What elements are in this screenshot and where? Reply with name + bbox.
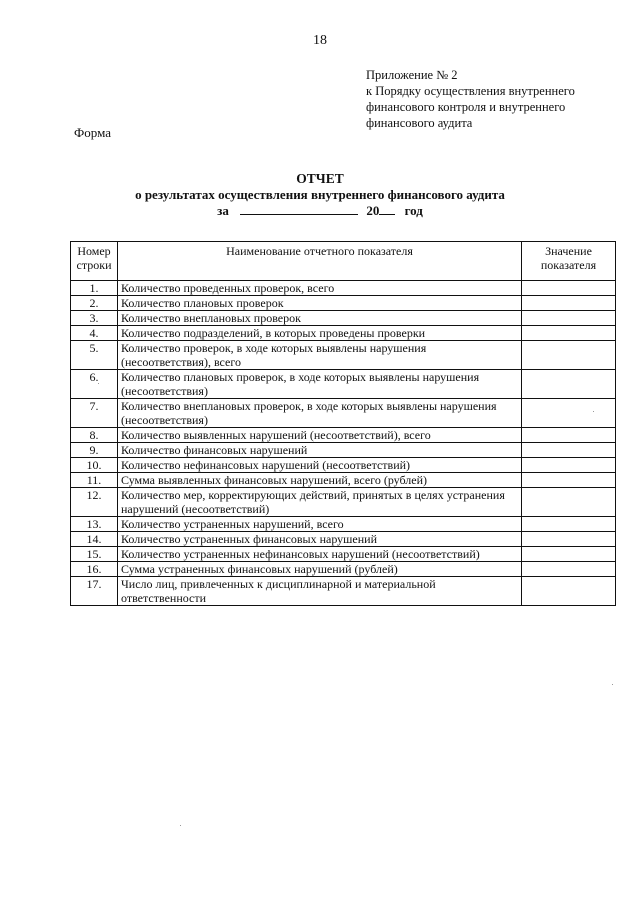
table-row [71,473,616,488]
table-row [71,577,616,606]
scan-speck [98,383,99,384]
row-number-cell: 12. [71,488,118,517]
appendix-line: финансового контроля и внутреннего [366,100,566,114]
row-number-cell: 17. [71,577,118,606]
indicator-value-cell[interactable] [522,458,616,473]
indicator-value-cell[interactable] [522,311,616,326]
row-number-cell: 10. [71,458,118,473]
indicator-name-cell: Сумма выявленных финансовых нарушений, всего (рублей) [118,473,522,488]
indicator-value-cell[interactable] [522,428,616,443]
indicator-value-cell[interactable] [522,547,616,562]
row-number-cell: 4. [71,326,118,341]
appendix-reference [366,67,606,131]
indicator-value-cell[interactable] [522,577,616,606]
indicator-value-cell[interactable] [522,341,616,370]
scan-speck [180,825,181,826]
indicator-value-cell[interactable] [522,517,616,532]
indicator-value-cell[interactable] [522,488,616,517]
indicator-value-cell[interactable] [522,296,616,311]
row-number-cell: 14. [71,532,118,547]
row-number-cell: 16. [71,562,118,577]
indicator-name-cell: Количество внеплановых проверок, в ходе которых выявлены нарушения (несоответствия) [118,399,522,428]
table-row [71,428,616,443]
indicator-value-cell[interactable] [522,370,616,399]
table-row [71,296,616,311]
row-number-cell: 5. [71,341,118,370]
indicator-name-cell: Количество плановых проверок [118,296,522,311]
table-row [71,311,616,326]
indicator-value-cell[interactable] [522,443,616,458]
period-blank [240,203,358,215]
report-table [70,241,616,606]
row-number-cell: 7. [71,399,118,428]
scan-speck [612,684,613,685]
indicator-name-cell: Количество устраненных нарушений, всего [118,517,522,532]
table-row [71,517,616,532]
table-row [71,547,616,562]
table-row [71,399,616,428]
period-suffix: год [404,203,423,218]
table-row [71,370,616,399]
indicator-name-cell: Количество мер, корректирующих действий, принятых в целях устранения нарушений (несоответствий) [118,488,522,517]
table-row [71,488,616,517]
row-number-cell: 8. [71,428,118,443]
indicator-name-cell: Количество выявленных нарушений (несоответствий), всего [118,428,522,443]
period-prefix: за [217,203,229,218]
period-year: 20 [366,203,380,218]
indicator-name-cell: Количество нефинансовых нарушений (несоответствий) [118,458,522,473]
indicator-name-cell: Количество устраненных финансовых нарушений [118,532,522,547]
header-indicator-name: Наименование отчетного показателя [118,242,522,281]
row-number-cell: 1. [71,281,118,296]
row-number-cell: 2. [71,296,118,311]
indicator-value-cell[interactable] [522,532,616,547]
row-number-cell: 6. [71,370,118,399]
appendix-line: Приложение № 2 [366,68,458,82]
year-blank [379,203,395,215]
indicator-value-cell[interactable] [522,281,616,296]
indicator-name-cell: Количество устраненных нефинансовых нарушений (несоответствий) [118,547,522,562]
header-row-number: Номер строки [71,242,118,281]
header-indicator-value: Значение показателя [522,242,616,281]
table-row [71,562,616,577]
indicator-value-cell[interactable] [522,562,616,577]
report-subheading: о результатах осуществления внутреннего финансового аудита [135,187,505,202]
indicator-name-cell: Сумма устраненных финансовых нарушений (рублей) [118,562,522,577]
page-number: 18 [313,33,327,48]
indicator-name-cell: Количество проверок, в ходе которых выявлены нарушения (несоответствия), всего [118,341,522,370]
row-number-cell: 9. [71,443,118,458]
indicator-name-cell: Количество подразделений, в которых проведены проверки [118,326,522,341]
table-row [71,458,616,473]
table-row [71,532,616,547]
report-title-block [0,171,640,219]
table-row [71,443,616,458]
table-row [71,341,616,370]
row-number-cell: 11. [71,473,118,488]
indicator-name-cell: Число лиц, привлеченных к дисциплинарной и материальной ответственности [118,577,522,606]
indicator-name-cell: Количество внеплановых проверок [118,311,522,326]
indicator-name-cell: Количество финансовых нарушений [118,443,522,458]
form-label: Форма [74,125,111,140]
appendix-line: к Порядку осуществления внутреннего [366,84,575,98]
table-header-row [71,242,616,281]
indicator-value-cell[interactable] [522,473,616,488]
indicator-name-cell: Количество проведенных проверок, всего [118,281,522,296]
row-number-cell: 13. [71,517,118,532]
indicator-value-cell[interactable] [522,326,616,341]
scan-speck [593,411,594,412]
indicator-name-cell: Количество плановых проверок, в ходе которых выявлены нарушения (несоответствия) [118,370,522,399]
table-row [71,281,616,296]
report-period [0,203,640,219]
indicator-value-cell[interactable] [522,399,616,428]
row-number-cell: 3. [71,311,118,326]
report-heading: ОТЧЕТ [296,171,344,186]
table-row [71,326,616,341]
row-number-cell: 15. [71,547,118,562]
appendix-line: финансового аудита [366,116,473,130]
